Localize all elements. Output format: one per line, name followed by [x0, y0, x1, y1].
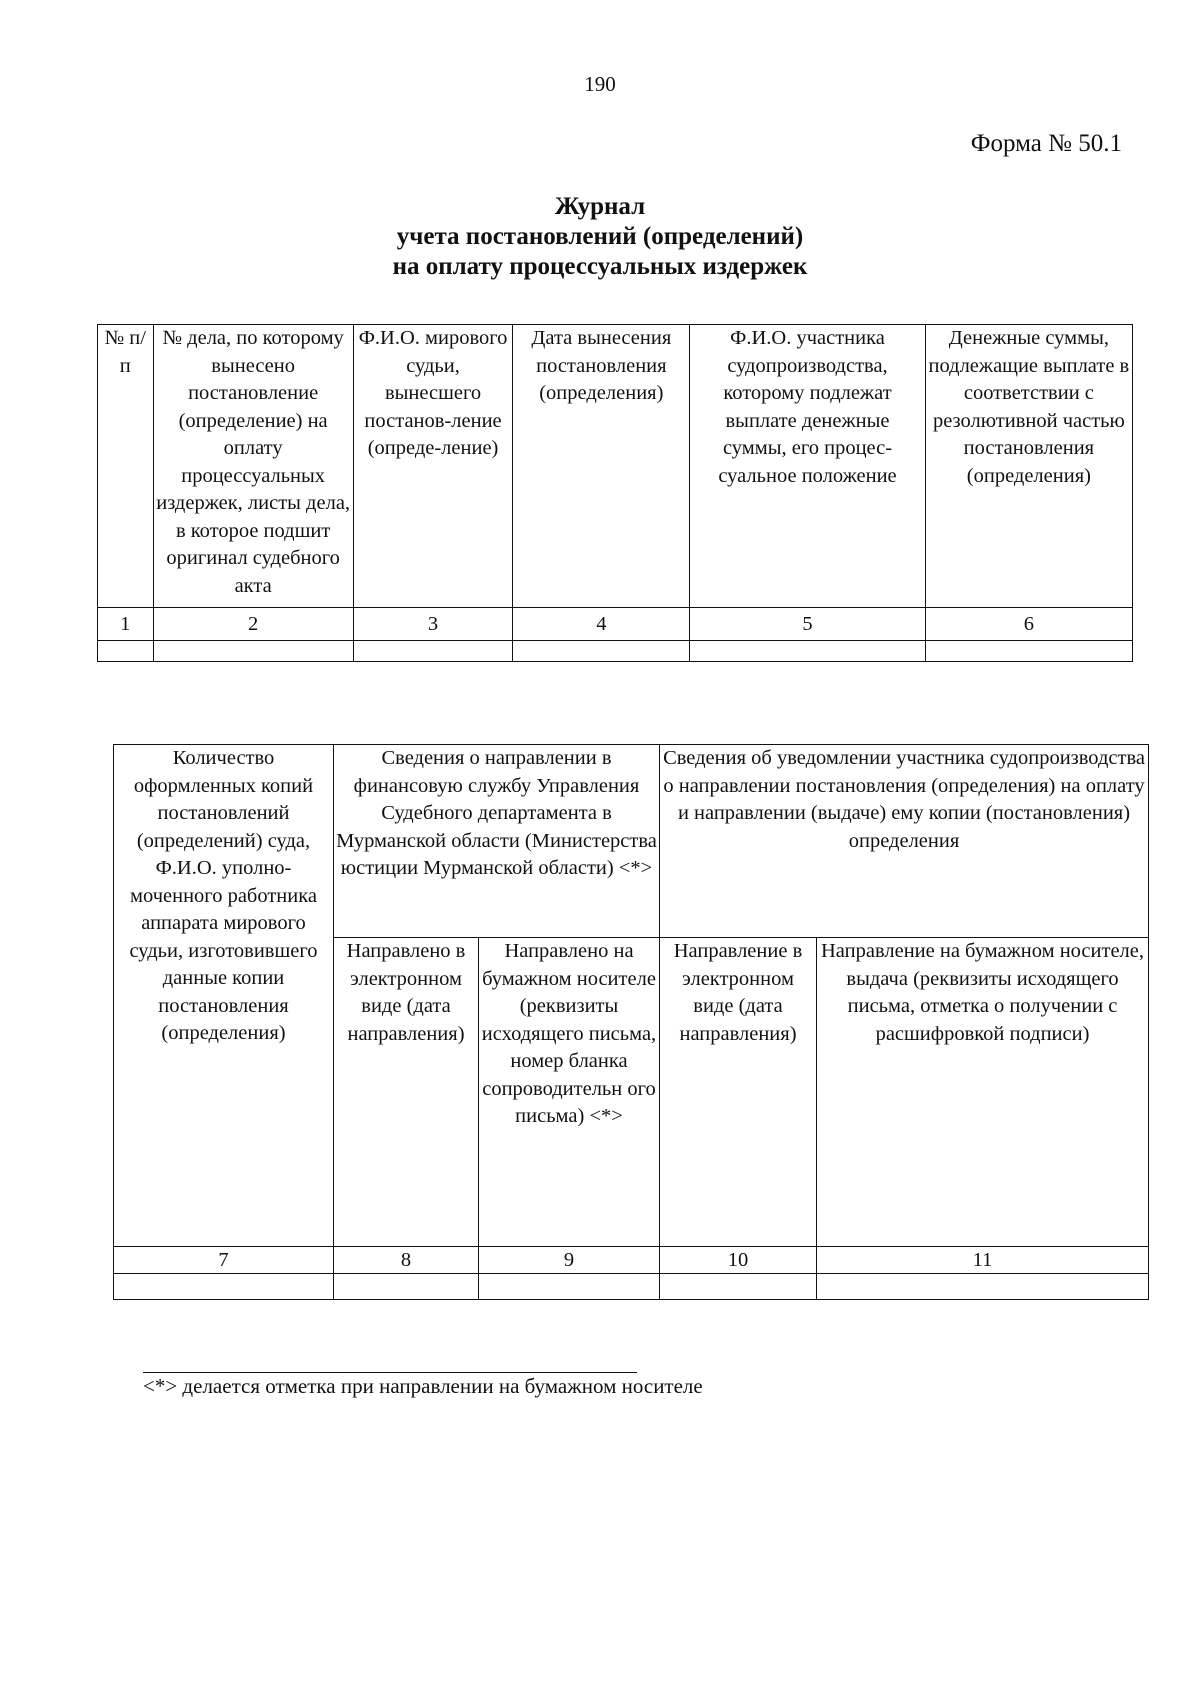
column-number: 7	[114, 1247, 334, 1274]
column-number: 8	[334, 1247, 479, 1274]
header-cell-8: Направлено в электронном виде (дата направления)	[334, 938, 479, 1247]
empty-cell	[334, 1274, 479, 1300]
header-cell-4: Дата вынесения постановления (определения)	[513, 325, 690, 608]
empty-cell	[479, 1274, 660, 1300]
column-number: 11	[817, 1247, 1149, 1274]
empty-cell	[690, 641, 926, 662]
empty-cell	[513, 641, 690, 662]
header-row	[98, 325, 1133, 608]
footnote: <*> делается отметка при направлении на бумажном носителе	[143, 1374, 703, 1398]
column-number-row	[114, 1247, 1149, 1274]
column-number: 1	[98, 608, 154, 641]
column-number: 5	[690, 608, 926, 641]
empty-cell	[353, 641, 513, 662]
empty-cell	[98, 641, 154, 662]
column-number: 6	[925, 608, 1132, 641]
title-line-1: Журнал	[554, 193, 646, 220]
column-number: 2	[153, 608, 353, 641]
header-cell-6: Денежные суммы, подлежащие выплате в соответствии с резолютивной частью постановления (определения)	[925, 325, 1132, 608]
header-cell-1: № п/п	[98, 325, 154, 608]
header-cell-2: № дела, по которому вынесено постановление (определение) на оплату процессуальных издержек, листы дела, в которое подшит оригинал судебного акта	[153, 325, 353, 608]
title-line-3: на оплату процессуальных издержек	[392, 253, 808, 280]
empty-cell	[114, 1274, 334, 1300]
document-title	[0, 192, 1200, 282]
finance-service-group-header: Сведения о направлении в финансовую службу Управления Судебного департамента в Мурманской области (Министерства юстиции Мурманской области) <*>	[334, 745, 660, 938]
empty-cell	[925, 641, 1132, 662]
form-number: Форма № 50.1	[970, 130, 1122, 157]
empty-cell	[817, 1274, 1149, 1300]
header-cell-11: Направление на бумажном носителе, выдача (реквизиты исходящего письма, отметка о получении с расшифровкой подписи)	[817, 938, 1149, 1247]
group-header-row	[114, 745, 1149, 938]
header-cell-5: Ф.И.О. участника судопроизводства, которому подлежат выплате денежные суммы, его процес-суальное положение	[690, 325, 926, 608]
title-line-2: учета постановлений (определений)	[396, 223, 804, 250]
participant-notice-group-header: Сведения об уведомлении участника судопроизводства о направлении постановления (определения) на оплату и направлении (выдаче) ему копии (постановления) определения	[660, 745, 1149, 938]
column-number-row	[98, 608, 1133, 641]
journal-table-part-2	[113, 744, 1149, 1300]
empty-entry-row	[98, 641, 1133, 662]
page-number: 190	[584, 72, 616, 96]
footnote-separator	[143, 1372, 637, 1373]
column-number: 4	[513, 608, 690, 641]
journal-table-part-1	[97, 324, 1133, 662]
column-number: 10	[660, 1247, 817, 1274]
empty-cell	[153, 641, 353, 662]
column-number: 3	[353, 608, 513, 641]
empty-entry-row	[114, 1274, 1149, 1300]
column-number: 9	[479, 1247, 660, 1274]
header-cell-10: Направление в электронном виде (дата направления)	[660, 938, 817, 1247]
header-cell-7: Количество оформленных копий постановлений (определений) суда, Ф.И.О. уполно-моченного работника аппарата мирового судьи, изготовившего данные копии постановления (определения)	[114, 745, 334, 1247]
empty-cell	[660, 1274, 817, 1300]
header-cell-3: Ф.И.О. мирового судьи, вынесшего постанов-ление (опреде-ление)	[353, 325, 513, 608]
header-cell-9: Направлено на бумажном носителе (реквизиты исходящего письма, номер бланка сопроводительн ого письма) <*>	[479, 938, 660, 1247]
